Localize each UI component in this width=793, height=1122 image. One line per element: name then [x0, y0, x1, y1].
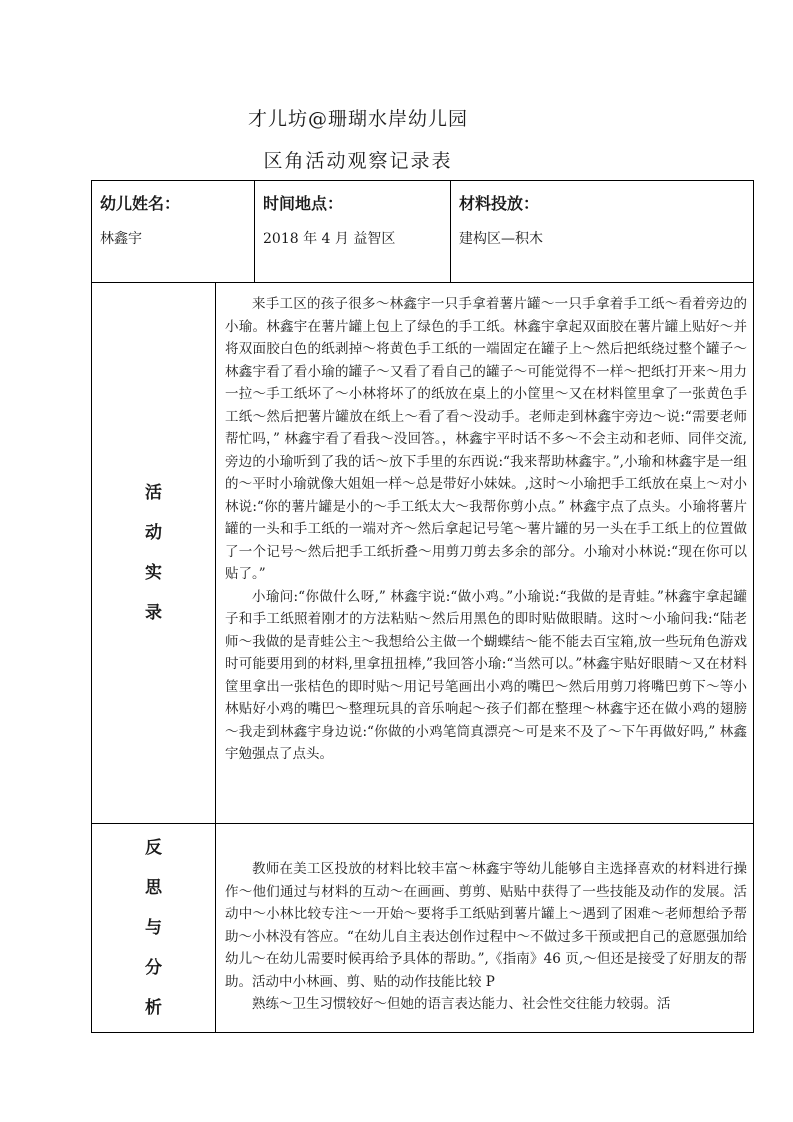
record-section-label: 活 动 实 录	[145, 483, 162, 623]
reflection-text	[216, 824, 753, 1016]
reflection-paragraph: 教师在美工区投放的材料比较丰富～林鑫宇等幼儿能够自主选择喜欢的材料进行操作～他们通过与材料的互动～在画画、剪剪、贴贴中获得了一些技能及动作的发展。活动中～小林比较专注～一开始～要将手工纸贴到薯片罐上～遇到了困难～老师想给予帮助～小林没有答应。“在幼儿自主表达创作过程中～不做过多干预或把自己的意愿强加给幼儿～在幼儿需要时候再给予具体的帮助。”,《指南》46 页,～但还是接受了好朋友的帮助。活动中小林画、剪、贴的动作技能比较 P	[225, 861, 748, 990]
child-name-cell	[92, 181, 255, 283]
reflection-label-cell	[92, 824, 216, 1033]
observation-table	[91, 180, 754, 1033]
child-name-label: 幼儿姓名：	[100, 194, 181, 213]
time-place-cell	[255, 181, 451, 283]
record-paragraph: 来手工区的孩子很多～林鑫宇一只手拿着薯片罐～一只手拿着手工纸～看着旁边的小瑜。林鑫宇在薯片罐上包上了绿色的手工纸。林鑫宇拿起双面胶在薯片罐上贴好～并将双面胶白色的纸剥掉～将黄色手工纸的一端固定在罐子上～然后把纸绕过整个罐子～林鑫宇看了看小瑜的罐子～又看了看自己的罐子～可能觉得不一样～把纸打开来～用力一拉～手工纸坏了～小林将坏了的纸放在桌上的小筐里～又在材料筐里拿了一张黄色手工纸～然后把薯片罐放在纸上～看了看～没动手。老师走到林鑫宇旁边～说:“需要老师帮忙吗，” 林鑫宇看了看我～没回答。，林鑫宇平时话不多～不会主动和老师、同伴交流,旁边的小瑜听到了我的话～放下手里的东西说:“我来帮助林鑫宇。”,小瑜和林鑫宇是一组的～平时小瑜就像大姐姐一样～总是带好小妹妹。,这时～小瑜把手工纸放在桌上～对小林说:“你的薯片罐是小的～手工纸太大～我帮你剪小点。” 林鑫宇点了点头。小瑜将薯片罐的一头和手工纸的一端对齐～然后拿起记号笔～薯片罐的另一头在手工纸上的位置做了一个记号～然后把手工纸折叠～用剪刀剪去多余的部分。小瑜对小林说:“现在你可以贴了。”	[225, 296, 748, 582]
record-text	[216, 283, 753, 766]
record-label-cell	[92, 283, 216, 824]
reflection-row	[92, 824, 754, 1033]
record-row	[92, 283, 754, 824]
record-paragraph: 小瑜问:“你做什么呀,” 林鑫宇说:“做小鸡。”小瑜说:“我做的是青蛙。”林鑫宇拿起罐子和手工纸照着刚才的方法粘贴～然后用黑色的即时贴做眼睛。这时～小瑜问我:“陆老师～我做的是青蛙公主～我想给公主做一个蝴蝶结～能不能去百宝箱,放一些玩角色游戏时可能要用到的材料,里拿扭扭棒,”我回答小瑜:“当然可以。”林鑫宇贴好眼睛～又在材料筐里拿出一张桔色的即时贴～用记号笔画出小鸡的嘴巴～然后用剪刀将嘴巴剪下～等小林贴好小鸡的嘴巴～整理玩具的音乐响起～孩子们都在整理～林鑫宇还在做小鸡的翅膀～我走到林鑫宇身边说:“你做的小鸡笔筒真漂亮～可是来不及了～下午再做好吗,” 林鑫宇勉强点了点头。	[225, 588, 748, 762]
kindergarten-name: 才儿坊@珊瑚水岸幼儿园	[247, 108, 468, 130]
time-place-value: 2018 年 4 月 益智区	[263, 231, 396, 247]
materials-cell	[451, 181, 754, 283]
materials-label: 材料投放：	[459, 194, 540, 213]
reflection-content-cell	[216, 824, 754, 1033]
reflection-section-label: 反 思 与 分 析	[145, 838, 162, 1018]
info-row	[92, 181, 754, 283]
time-place-label: 时间地点：	[263, 194, 344, 213]
reflection-paragraph: 熟练～卫生习惯较好～但她的语言表达能力、社会性交往能力较弱。活	[252, 996, 671, 1012]
materials-value: 建构区—积木	[459, 231, 544, 247]
record-content-cell	[216, 283, 754, 824]
child-name-value: 林鑫宇	[100, 231, 142, 247]
form-title: 区角活动观察记录表	[263, 150, 453, 172]
